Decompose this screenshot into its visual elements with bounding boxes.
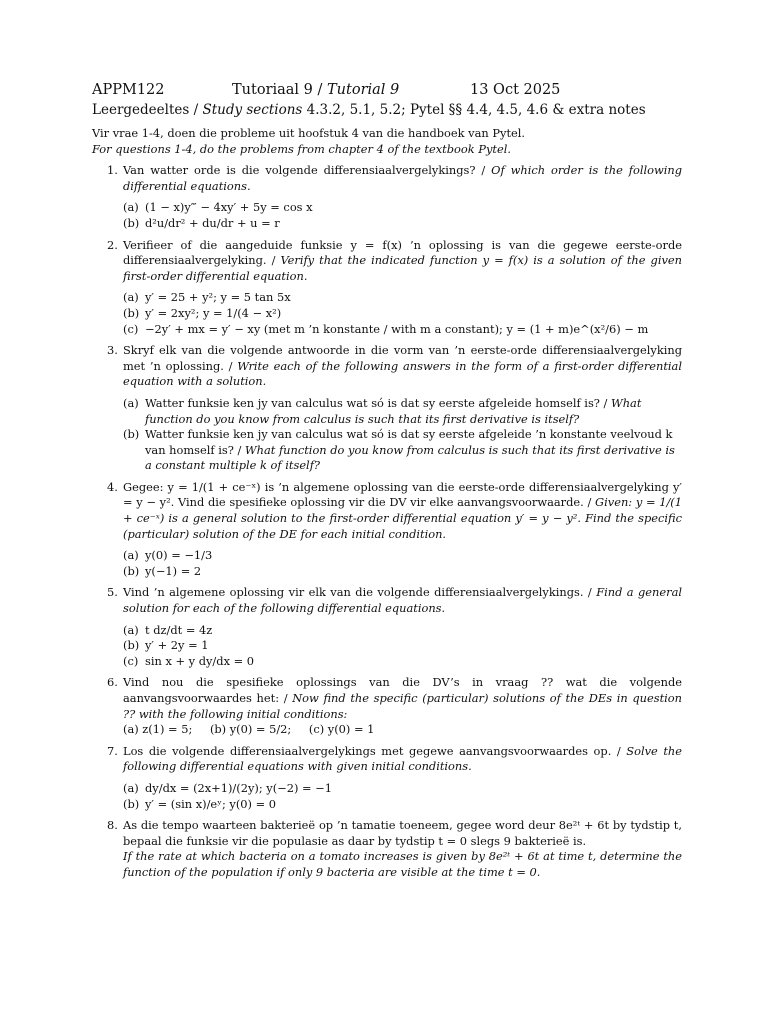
question-8	[92, 818, 682, 880]
sub-label: (a)	[123, 548, 139, 563]
intro-af: Vir vrae 1-4, doen die probleme uit hoofstuk 4 van die handboek van Pytel.	[92, 126, 526, 140]
sub-label: (b)	[123, 215, 140, 230]
sub-item	[123, 781, 682, 797]
sub-item	[123, 396, 682, 427]
question-text-af: Los die volgende differensiaalvergelykings met gegewe aanvangsvoorwaardes op. /	[123, 743, 627, 758]
equation: y′ = 2xy²; y = 1/(4 − x²)	[145, 305, 282, 320]
equation: y′ + 2y = 1	[145, 638, 209, 653]
sub-item	[123, 564, 682, 580]
sub-label: (b)	[123, 796, 140, 811]
condition: (b) y(0) = 5/2;	[209, 722, 292, 737]
sub-item	[123, 797, 682, 813]
question-text-af: As die tempo waarteen bakterieë op ’n tamatie toeneem, gegee word deur 8e²ᵗ + 6t by tydstip t, bepaal die funksie vir die populasie as daar by tydstip t = 0 slegs 9 bakterieë is.	[123, 818, 682, 848]
question-6	[92, 675, 682, 737]
sub-label: (b)	[123, 427, 140, 442]
tutorial-title-en: Tutorial 9	[327, 82, 400, 98]
sub-label: (b)	[123, 563, 140, 578]
sub-item	[123, 427, 682, 474]
question-number: 1.	[107, 163, 118, 178]
sub-text-af: Watter funksie ken jy van calculus wat só is dat sy eerste afgeleide homself is? /	[145, 395, 611, 410]
question-text-en: Find a general solution for each of the following differential equations.	[123, 585, 683, 616]
study-sections-en: Study sections	[202, 102, 303, 118]
sub-item	[123, 638, 682, 654]
sub-item	[123, 290, 682, 306]
question-text-en: If the rate at which bacteria on a tomato increases is given by 8e²ᵗ + 6t at time t, determine the function of the population if only 9 bacteria are visible at the time t = 0.	[123, 849, 682, 879]
study-sections	[92, 102, 692, 118]
question-number: 8.	[107, 818, 118, 833]
tutorial-title-af: Tutoriaal 9	[232, 82, 313, 98]
sub-item	[123, 548, 682, 564]
sub-item	[123, 216, 682, 232]
question-number: 3.	[107, 343, 118, 358]
sub-item	[123, 623, 682, 639]
title-line	[92, 82, 692, 102]
sub-label: (c)	[123, 653, 139, 668]
equation: dy/dx = (2x+1)/(2y); y(−2) = −1	[145, 780, 332, 795]
question-number: 2.	[107, 237, 118, 252]
questions-body	[92, 126, 682, 881]
question-4	[92, 480, 682, 580]
header	[92, 82, 692, 118]
equation: (1 − x)y‴ − 4xy′ + 5y = cos x	[145, 200, 313, 215]
sub-text-en: What function do you know from calculus is such that its first derivative is itself?	[145, 395, 642, 426]
question-number: 6.	[107, 675, 118, 690]
sub-text-en: What function do you know from calculus is such that its first derivative is a constant multiple k of itself?	[145, 442, 675, 473]
question-text-en: Write each of the following answers in the form of a first-order differential equation with a solution.	[123, 358, 682, 389]
question-number: 5.	[107, 585, 118, 600]
question-5	[92, 585, 682, 669]
question-text-af: Skryf elk van die volgende antwoorde in die vorm van ’n eerste-orde differensiaalvergelyking met ’n oplossing. /	[123, 343, 682, 373]
question-text-af: Verifieer of die aangeduide funksie y = f(x) ’n oplossing is van die gegewe eerste-orde differensiaalvergelyking. /	[123, 237, 682, 268]
sub-label: (c)	[123, 321, 139, 336]
sub-item	[123, 322, 682, 338]
course-code: APPM122	[92, 82, 165, 98]
condition: (a) z(1) = 5;	[123, 722, 193, 737]
question-number: 4.	[107, 479, 118, 494]
equation: t dz/dt = 4z	[145, 622, 213, 637]
condition: (c) y(0) = 1	[308, 722, 375, 737]
question-text-af: Vind nou die spesifieke oplossings van die DV’s in vraag ?? wat die volgende aanvangsvoorwaardes het: /	[123, 675, 682, 705]
sub-label: (a)	[123, 622, 139, 637]
question-number: 7.	[107, 743, 118, 758]
question-text-en: Solve the following differential equations with given initial conditions.	[123, 743, 682, 774]
sub-label: (a)	[123, 780, 139, 795]
sub-label: (b)	[123, 638, 140, 653]
equation: −2y′ + mx = y′ − xy (met m ’n konstante / with m a constant); y = (1 + m)e^(x²/6) − m	[145, 321, 649, 336]
sub-label: (b)	[123, 305, 140, 320]
question-text-en: Given: y = 1/(1 + ce⁻ˣ) is a general solution to the first-order differential equation y′ = y − y². Find the specific (particular) solution of the DE for each initial condition.	[123, 495, 682, 541]
question-text-en: Of which order is the following differential equations.	[123, 163, 682, 193]
equation: d²u/dr² + du/dr + u = r	[145, 215, 280, 230]
question-text-en: Now find the specific (particular) solutions of the DEs in question ?? with the following initial conditions:	[123, 691, 682, 721]
question-text-af: Gegee: y = 1/(1 + ce⁻ˣ) is ’n algemene oplossing van die eerste-orde differensiaalvergelyking y′ = y − y². Vind die spesifieke oplossing vir die DV vir elke aanvangsvoorwaarde. /	[123, 479, 682, 510]
equation: sin x + y dy/dx = 0	[145, 653, 255, 668]
equation: y′ = (sin x)/eʸ; y(0) = 0	[145, 796, 277, 811]
equation: y′ = 25 + y²; y = 5 tan 5x	[145, 290, 291, 305]
intro	[92, 126, 682, 157]
study-sections-list: 4.3.2, 5.1, 5.2; Pytel §§ 4.4, 4.5, 4.6 & extra notes	[302, 102, 646, 118]
intro-en: For questions 1-4, do the problems from chapter 4 of the textbook Pytel.	[92, 141, 511, 156]
question-text-af: Vind ’n algemene oplossing vir elk van die volgende differensiaalvergelykings. /	[123, 585, 597, 600]
equation: y(0) = −1/3	[145, 548, 213, 563]
sub-item	[123, 654, 682, 670]
tutorial-title: Tutoriaal 9 / Tutorial 9	[232, 82, 400, 98]
question-text-af: Van watter orde is die volgende differensiaalvergelykings? /	[123, 163, 492, 178]
sub-item	[123, 200, 682, 216]
sub-item	[123, 306, 682, 322]
sub-label: (a)	[123, 395, 139, 410]
question-text-en: Verify that the indicated function y = f(x) is a solution of the given first-order differential equation.	[123, 253, 682, 283]
question-3	[92, 343, 682, 474]
sub-label: (a)	[123, 290, 139, 305]
date: 13 Oct 2025	[470, 82, 561, 98]
initial-conditions	[123, 722, 682, 738]
sub-label: (a)	[123, 200, 139, 215]
study-sections-af: Leergedeeltes /	[92, 102, 203, 118]
equation: y(−1) = 2	[145, 563, 202, 578]
question-7	[92, 744, 682, 812]
sub-text-af: Watter funksie ken jy van calculus wat só is dat sy eerste afgeleide ’n konstante veelvoud k van homself is? /	[145, 427, 673, 457]
question-2	[92, 238, 682, 338]
question-1	[92, 163, 682, 231]
